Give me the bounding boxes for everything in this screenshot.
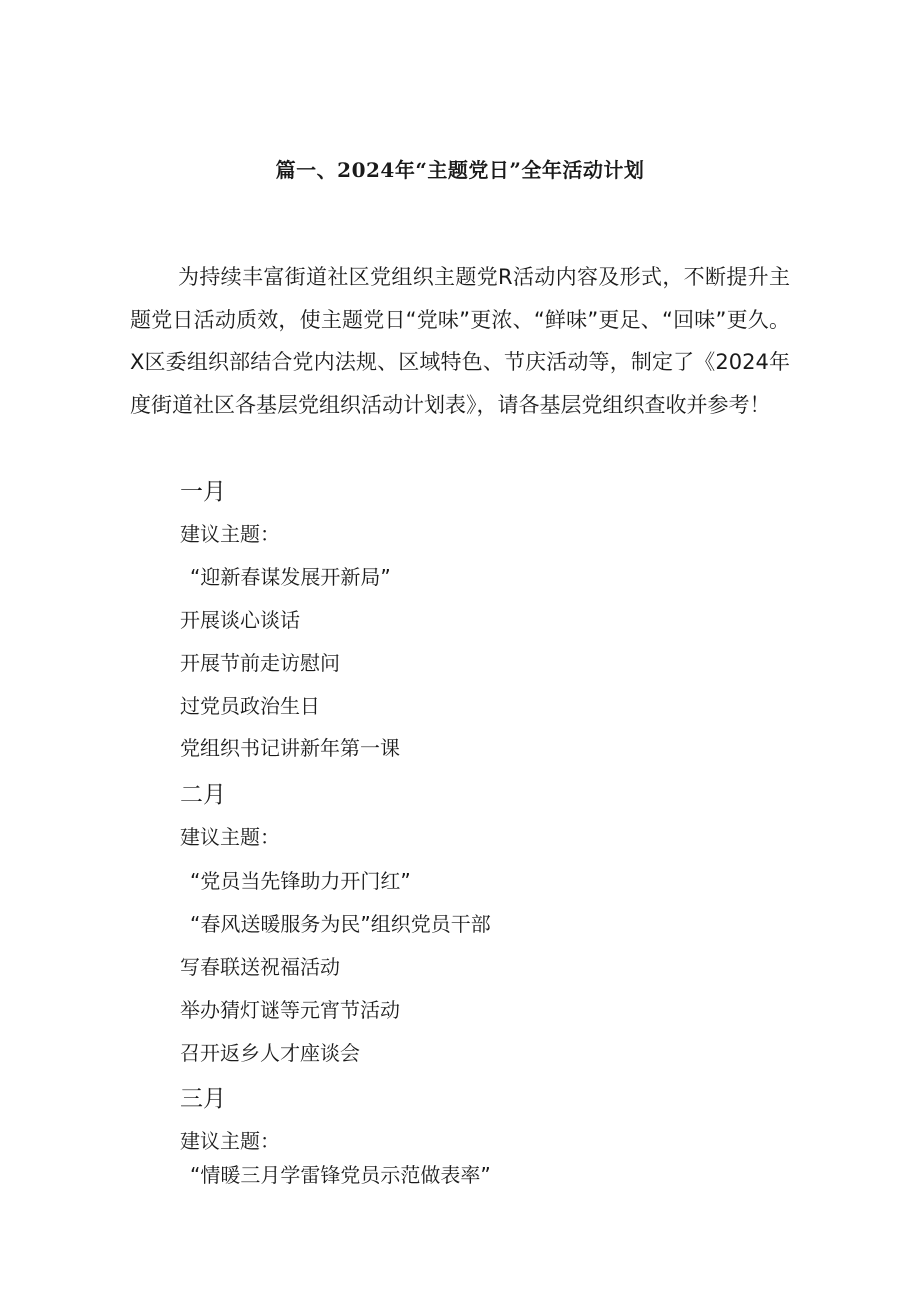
list-item: “春风送暖服务为民”组织党员干部 (190, 912, 491, 936)
list-item: 召开返乡人才座谈会 (180, 1041, 360, 1065)
list-item: 写春联送祝福活动 (180, 955, 340, 979)
list-item: 党组织书记讲新年第一课 (180, 736, 400, 760)
list-item: 过党员政治生日 (180, 694, 320, 718)
theme-label-february: 建议主题： (180, 825, 280, 849)
intro-paragraph: 为持续丰富街道社区党组织主题党R活动内容及形式，不断提升主题党日活动质效，使主题党日“党味”更浓、“鲜味”更足、“回味”更久。X区委组织部结合党内法规、区域特色、节庆活动等，制定了《2024年度街道社区各基层党组织活动计划表》，请各基层党组织查收并参考！ (130, 265, 790, 417)
month-heading-march: 三月 (180, 1086, 226, 1112)
list-item: 开展节前走访慰问 (180, 651, 340, 675)
month-heading-february: 二月 (180, 782, 226, 808)
document-title: 篇一、2024年“主题党日”全年活动计划 (275, 158, 645, 182)
theme-label-january: 建议主题： (180, 522, 280, 546)
list-item: 举办猜灯谜等元宵节活动 (180, 998, 400, 1022)
list-item: 开展谈心谈话 (180, 608, 300, 632)
month-heading-january: 一月 (180, 479, 226, 505)
list-item: “情暖三月学雷锋党员示范做表率” (190, 1163, 491, 1187)
list-item: “党员当先锋助力开门红” (190, 869, 411, 893)
theme-label-march: 建议主题： (180, 1129, 280, 1153)
list-item: “迎新春谋发展开新局” (190, 565, 391, 589)
